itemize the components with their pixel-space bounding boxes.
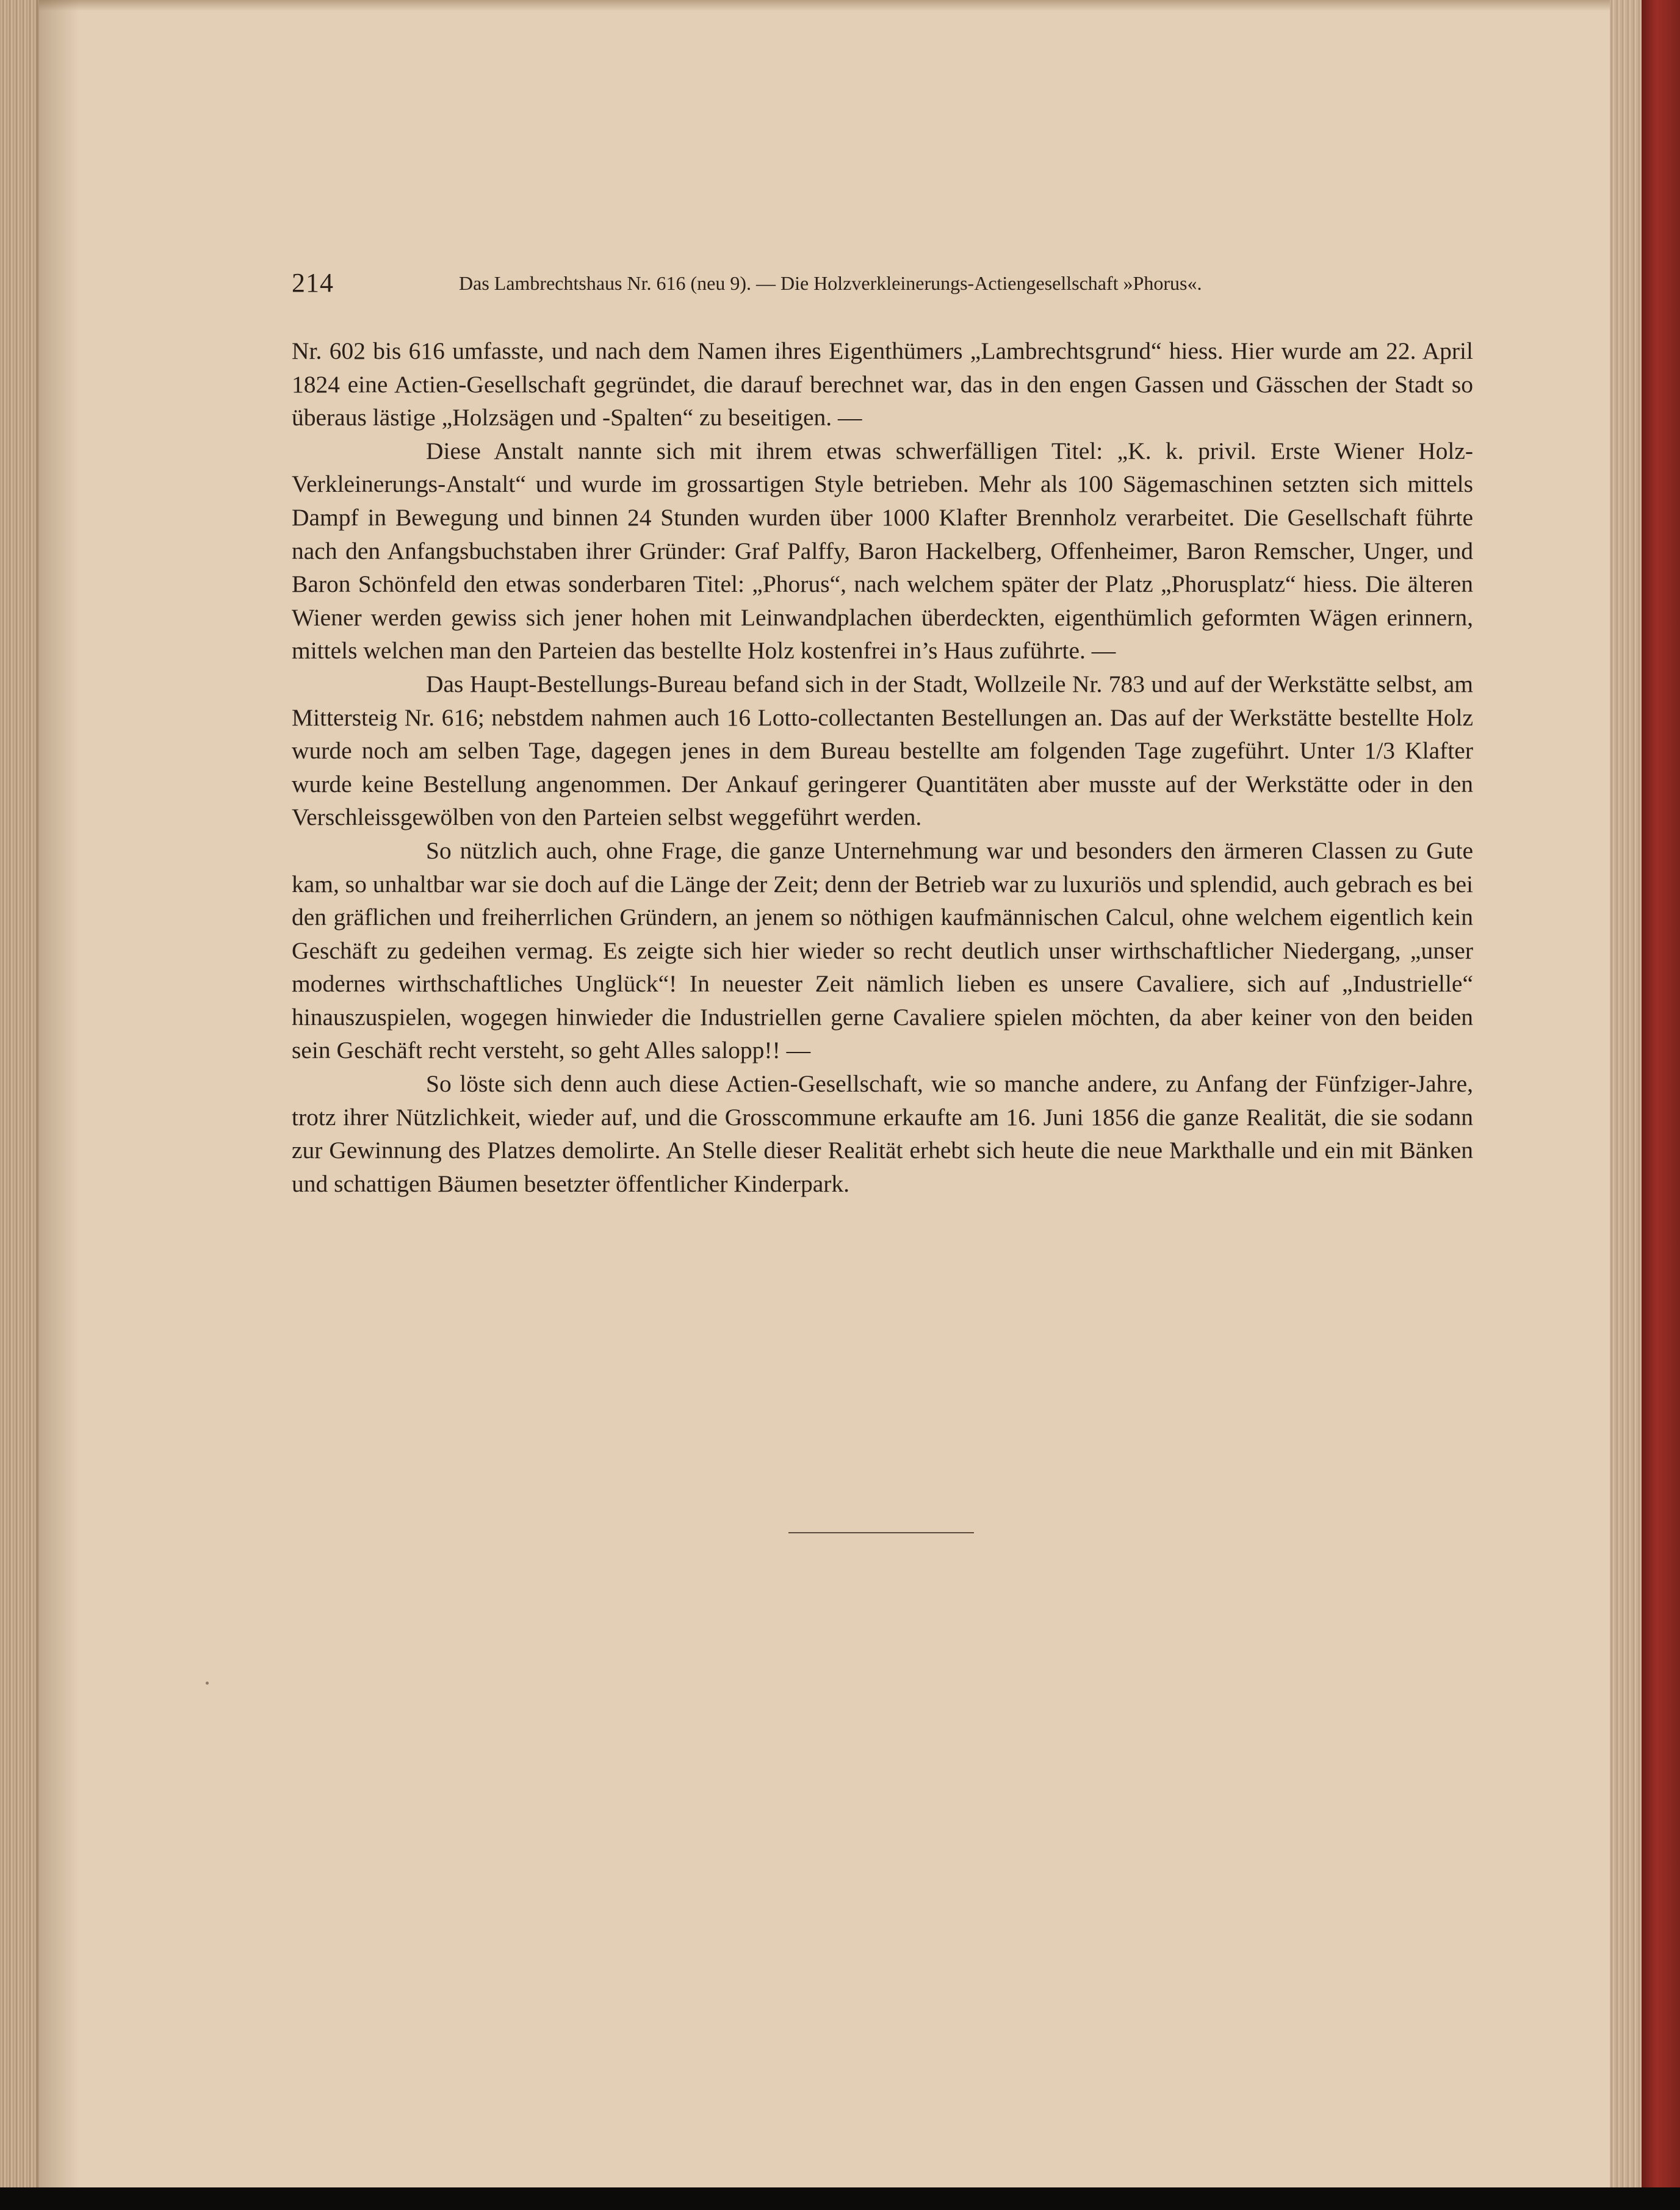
page-number: 214 bbox=[292, 268, 334, 298]
paragraph-1: Nr. 602 bis 616 umfasste, und nach dem Namen ihres Eigenthümers „Lambrechtsgrund“ hiess. Hier wurde am 22. April 1824 eine Actien-Gesellschaft gegründet, die darauf berechnet war, das in den engen Gassen und Gässchen der Stadt so überaus lästige „Holzsägen und -Spalten“ zu beseitigen. — bbox=[292, 337, 1473, 431]
running-head-title: Das Lambrechtshaus Nr. 616 (neu 9). — Die Holzverkleinerungs-Actiengesellschaft »Phorus«. bbox=[459, 272, 1202, 294]
scan-bottom-border bbox=[0, 2187, 1680, 2210]
body-text bbox=[292, 334, 1473, 1200]
book-gutter bbox=[0, 0, 39, 2187]
gutter-shadow bbox=[37, 0, 79, 2187]
paper-speck bbox=[206, 1682, 209, 1685]
page-stack-edge bbox=[1610, 0, 1642, 2187]
paragraph-3: Das Haupt-Bestellungs-Bureau befand sich in der Stadt, Wollzeile Nr. 783 und auf der Werkstätte selbst, am Mittersteig Nr. 616; nebstdem nahmen auch 16 Lotto-collectanten Bestellungen an. Das auf der Werkstätte bestellte Holz wurde noch am selben Tage, dagegen jenes in dem Bureau bestellte am folgenden Tage zugeführt. Unter 1/3 Klafter wurde keine Bestellung angenommen. Der Ankauf geringerer Quantitäten aber musste auf der Werkstätte oder in den Verschleissgewölben von den Parteien selbst weggeführt werden. bbox=[292, 670, 1473, 831]
paragraph-4: So nützlich auch, ohne Frage, die ganze Unternehmung war und besonders den ärmeren Classen zu Gute kam, so unhaltbar war sie doch auf die Länge der Zeit; denn der Betrieb war zu luxuriös und splendid, auch gebrach es bei den gräflichen und freiherrlichen Gründern, an jenem so nöthigen kaufmännischen Calcul, ohne welchem eigentlich kein Geschäft zu gedeihen vermag. Es zeigte sich hier wieder so recht deutlich unser wirthschaftlicher Niedergang, „unser modernes wirthschaftliches Unglück“! In neuester Zeit nämlich lieben es unsere Cavaliere, sich auf „Industrielle“ hinauszuspielen, wogegen hinwieder die Industriellen gerne Cavaliere spielen möchten, da aber keiner von den beiden sein Geschäft recht versteht, so geht Alles salopp!! — bbox=[292, 837, 1473, 1064]
page-top-edge bbox=[39, 0, 1610, 11]
paragraph-5: So löste sich denn auch diese Actien-Gesellschaft, wie so manche andere, zu Anfang der Fünfziger-Jahre, trotz ihrer Nützlichkeit, wieder auf, und die Grosscommune erkaufte am 16. Juni 1856 die ganze Realität, die sie sodann zur Gewinnung des Platzes demolirte. An Stelle dieser Realität erhebt sich heute die neue Markthalle und ein mit Bänken und schattigen Bäumen besetzter öffentlicher Kinderpark. bbox=[292, 1070, 1473, 1197]
paragraph-2: Diese Anstalt nannte sich mit ihrem etwas schwerfälligen Titel: „K. k. privil. Erste Wiener Holz-Verkleinerungs-Anstalt“ und wurde im grossartigen Style betrieben. Mehr als 100 Sägemaschinen setzten sich mittels Dampf in Bewegung und binnen 24 Stunden wurden über 1000 Klafter Brennholz verarbeitet. Die Gesellschaft führte nach den Anfangsbuchstaben ihrer Gründer: Graf Palffy, Baron Hackelberg, Offenheimer, Baron Remscher, Unger, und Baron Schönfeld den etwas sonderbaren Titel: „Phorus“, nach welchem später der Platz „Phorusplatz“ hiess. Die älteren Wiener werden gewiss sich jener hohen mit Leinwandplachen überdeckten, eigenthümlich geformten Wägen erinnern, mittels welchen man den Parteien das bestellte Holz kostenfrei in’s Haus zuführte. — bbox=[292, 437, 1473, 664]
running-head bbox=[292, 267, 1329, 304]
red-book-cover bbox=[1642, 0, 1680, 2187]
end-of-chapter-rule bbox=[788, 1532, 974, 1533]
